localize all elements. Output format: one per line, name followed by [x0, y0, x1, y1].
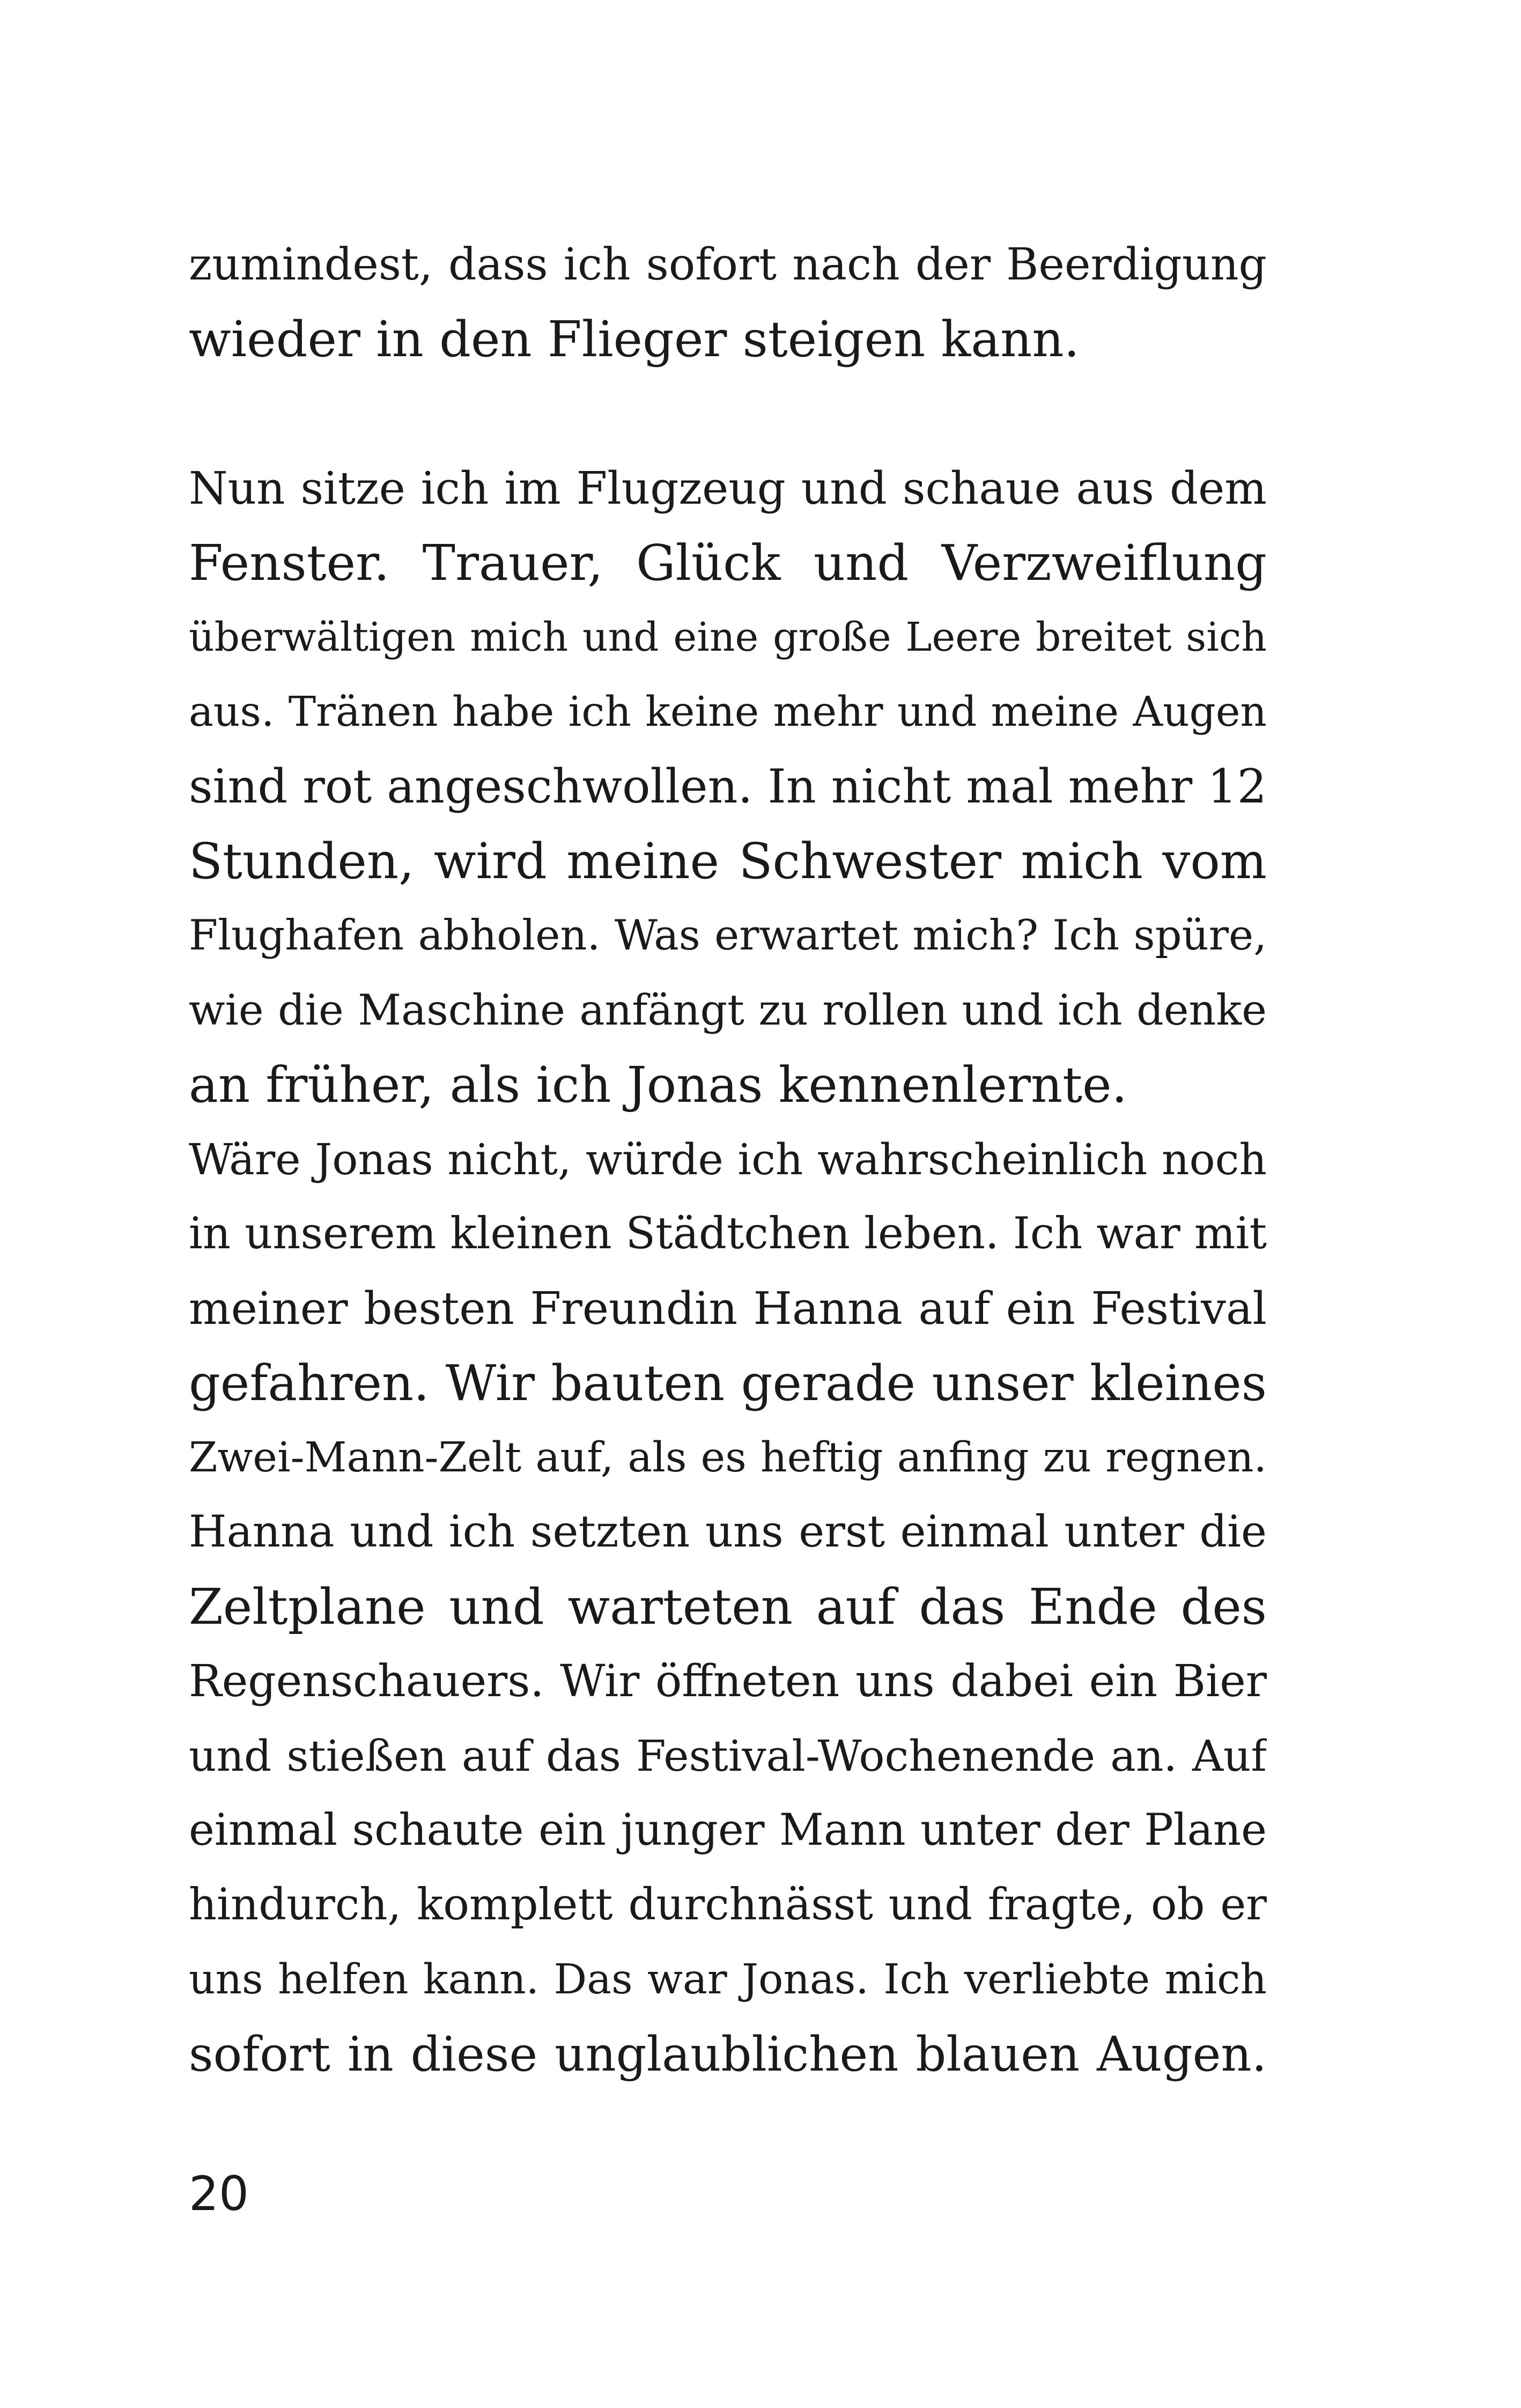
text-line: Stunden, wird meine Schwester mich vom	[189, 833, 1267, 890]
paragraph-2	[189, 451, 1267, 1122]
text-line: sind rot angeschwollen. In nicht mal mehr 12	[189, 759, 1267, 814]
text-line: aus. Tränen habe ich keine mehr und meine Augen	[189, 688, 1267, 736]
text-line: an früher, als ich Jonas kennenlernte.	[189, 1056, 1127, 1114]
text-line: gefahren. Wir bauten gerade unser kleines	[189, 1354, 1267, 1412]
text-line: überwältigen mich und eine große Leere breitet sich	[189, 614, 1267, 660]
text-line: uns helfen kann. Das war Jonas. Ich verliebte mich	[189, 1956, 1267, 2004]
text-line: Wäre Jonas nicht, würde ich wahrscheinlich noch	[189, 1135, 1267, 1184]
text-line: wieder in den Flieger steigen kann.	[189, 311, 1080, 368]
text-line: Zwei-Mann-Zelt auf, als es heftig anfing zu regnen.	[189, 1434, 1267, 1482]
text-line: Nun sitze ich im Flugzeug und schaue aus dem	[189, 462, 1267, 514]
text-line: zumindest, dass ich sofort nach der Beerdigung	[189, 239, 1267, 290]
page-number: 20	[189, 2166, 249, 2221]
paragraph-1	[189, 227, 1267, 377]
text-line: in unserem kleinen Städtchen leben. Ich war mit	[189, 1209, 1267, 1259]
text-line: Flughafen abholen. Was erwartet mich? Ich spüre,	[189, 911, 1267, 960]
text-line: hindurch, komplett durchnässt und fragte, ob er	[189, 1880, 1267, 1930]
text-line: und stießen auf das Festival-Wochenende an. Auf	[189, 1731, 1267, 1781]
text-line: einmal schaute ein junger Mann unter der Plane	[189, 1805, 1267, 1855]
paragraph-3	[189, 1122, 1267, 2092]
text-line: Regenschauers. Wir öffneten uns dabei ein Bier	[189, 1656, 1267, 1707]
text-line: Fenster. Trauer, Glück und Verzweiflung	[189, 534, 1267, 592]
text-line: sofort in diese unglaublichen blauen Augen.	[189, 2026, 1267, 2082]
text-line: Zeltplane und warteten auf das Ende des	[189, 1578, 1267, 1636]
text-line: meiner besten Freundin Hanna auf ein Festival	[189, 1283, 1267, 1335]
text-line: Hanna und ich setzten uns erst einmal unter die	[189, 1507, 1267, 1557]
text-line: wie die Maschine anfängt zu rollen und ich denke	[189, 985, 1267, 1035]
